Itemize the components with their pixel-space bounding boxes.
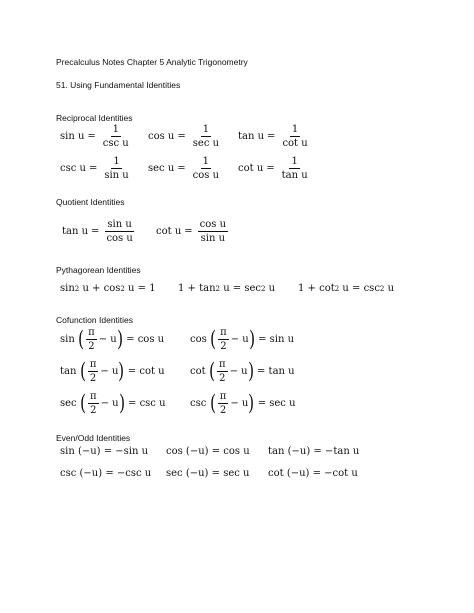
- cofunction-heading: Cofunction Identities: [56, 315, 134, 325]
- identity-even-odd-cot: cot (−u) = −cot u: [268, 468, 358, 479]
- minus-u: − u: [98, 334, 117, 345]
- identity-pythagorean-1: sin 2 u + cos 2 u = 1: [60, 283, 156, 294]
- denominator: cot u: [282, 138, 308, 149]
- quotient-heading: Quotient Identities: [56, 197, 125, 207]
- denominator: cos u: [106, 233, 133, 244]
- numerator: π: [219, 391, 227, 402]
- term: u = sec: [223, 283, 262, 294]
- numerator: π: [88, 327, 95, 338]
- numerator: 1: [202, 124, 210, 135]
- identity-even-odd-sec: sec (−u) = sec u: [166, 468, 250, 479]
- lhs: csc u: [60, 163, 86, 174]
- left-paren: (: [79, 391, 87, 415]
- term: u: [268, 283, 276, 294]
- numerator: 1: [291, 156, 298, 167]
- even-odd-heading: Even/Odd Identities: [56, 433, 131, 443]
- denominator: 2: [220, 341, 227, 352]
- identity-cos-reciprocal: cos u = $\frac{1}{\text{sec u}}$: [148, 124, 220, 149]
- lhs: cos u: [148, 131, 175, 142]
- numerator: 1: [291, 124, 299, 135]
- numerator: 1: [202, 156, 210, 167]
- left-paren: (: [209, 327, 217, 351]
- lhs: cot u: [156, 226, 182, 237]
- lhs: sin u: [60, 131, 85, 142]
- denominator: cos u: [192, 170, 220, 181]
- denominator: tan u: [281, 170, 308, 181]
- reciprocal-heading: Reciprocal Identities: [56, 113, 133, 123]
- identity-pythagorean-2: 1 + tan 2 u = sec 2 u: [178, 283, 276, 294]
- denominator: sin u: [104, 170, 129, 181]
- left-paren: (: [77, 327, 85, 351]
- identity-cofunction-cot: [190, 359, 295, 384]
- denominator: 2: [89, 373, 97, 384]
- identity-even-odd-sin: sin (−u) = −sin u: [60, 446, 149, 457]
- rhs: = tan u: [257, 366, 295, 377]
- identity-pythagorean-3: 1 + cot 2 u = csc 2 u: [298, 283, 395, 294]
- function-name: sec: [60, 398, 77, 409]
- page-title: Precalculus Notes Chapter 5 Analytic Trigonometry: [56, 57, 248, 67]
- left-paren: (: [208, 359, 216, 383]
- right-paren: ): [248, 327, 255, 351]
- function-name: csc: [190, 398, 207, 409]
- term: u = csc: [342, 283, 380, 294]
- function-name: cos: [190, 334, 207, 345]
- function-name: sin: [60, 334, 75, 345]
- denominator: sin u: [200, 233, 226, 244]
- lhs: cot u: [238, 163, 264, 174]
- rhs: = sin u: [258, 334, 295, 345]
- minus-u: − u: [100, 398, 119, 409]
- right-paren: ): [118, 391, 125, 415]
- denominator: 2: [88, 341, 95, 352]
- right-paren: ): [118, 359, 125, 383]
- identity-even-odd-csc: csc (−u) = −csc u: [60, 468, 152, 479]
- rhs: = csc u: [128, 398, 166, 409]
- right-paren: ): [116, 327, 123, 351]
- identity-cofunction-cos: [190, 327, 294, 352]
- identity-even-odd-tan: tan (−u) = −tan u: [268, 446, 360, 457]
- term: 1 + cot: [298, 283, 335, 294]
- minus-u: − u: [229, 366, 248, 377]
- identity-cofunction-sin: [60, 327, 164, 352]
- denominator: 2: [90, 405, 97, 416]
- identity-tan-reciprocal: tan u = $\frac{1}{\text{cot u}}$: [238, 124, 308, 149]
- term: sin: [60, 283, 75, 294]
- numerator: π: [219, 359, 226, 370]
- identity-cofunction-tan: [60, 359, 165, 384]
- minus-u: − u: [230, 398, 249, 409]
- function-name: tan: [60, 366, 77, 377]
- left-paren: (: [209, 391, 216, 415]
- denominator: csc u: [102, 138, 129, 149]
- identity-cofunction-sec: [60, 391, 166, 416]
- lhs: tan u: [62, 226, 89, 237]
- term: u: [387, 283, 395, 294]
- right-paren: ): [247, 359, 254, 383]
- identity-even-odd-cos: cos (−u) = cos u: [166, 446, 250, 457]
- numerator: π: [89, 359, 97, 370]
- term: u + cos: [82, 283, 121, 294]
- left-paren: (: [79, 359, 86, 383]
- identity-cot-quotient: cot u = $\frac{\text{cos u}}{\text{sin u}}$: [156, 219, 227, 244]
- denominator: 2: [219, 405, 227, 416]
- numerator: sin u: [107, 219, 132, 230]
- numerator: 1: [113, 156, 120, 167]
- numerator: 1: [112, 124, 119, 135]
- section-title: 51. Using Fundamental Identities: [56, 80, 181, 90]
- rhs: = sec u: [257, 398, 296, 409]
- identity-cofunction-csc: [190, 391, 296, 416]
- identity-cot-reciprocal: cot u = $\frac{1}{\text{tan u}}$: [238, 156, 308, 181]
- identity-tan-quotient: tan u = $\frac{\text{sin u}}{\text{cos u}}$: [62, 219, 133, 244]
- lhs: sec u: [148, 163, 175, 174]
- rhs: = cot u: [127, 366, 165, 377]
- identity-sec-reciprocal: sec u = $\frac{1}{\text{cos u}}$: [148, 156, 220, 181]
- identity-csc-reciprocal: csc u = $\frac{1}{\text{sin u}}$: [60, 156, 129, 181]
- function-name: cot: [190, 366, 206, 377]
- denominator: sec u: [192, 138, 220, 149]
- identity-sin-reciprocal: sin u = $\frac{1}{\text{csc u}}$: [60, 124, 129, 149]
- term: 1 + tan: [178, 283, 216, 294]
- right-paren: ): [248, 391, 255, 415]
- rhs: = cos u: [126, 334, 165, 345]
- pythagorean-heading: Pythagorean Identities: [56, 265, 141, 275]
- minus-u: − u: [230, 334, 249, 345]
- lhs: tan u: [238, 131, 265, 142]
- numerator: π: [90, 391, 97, 402]
- term: u = 1: [128, 283, 156, 294]
- denominator: 2: [219, 373, 226, 384]
- numerator: π: [220, 327, 227, 338]
- minus-u: − u: [100, 366, 119, 377]
- numerator: cos u: [199, 219, 227, 230]
